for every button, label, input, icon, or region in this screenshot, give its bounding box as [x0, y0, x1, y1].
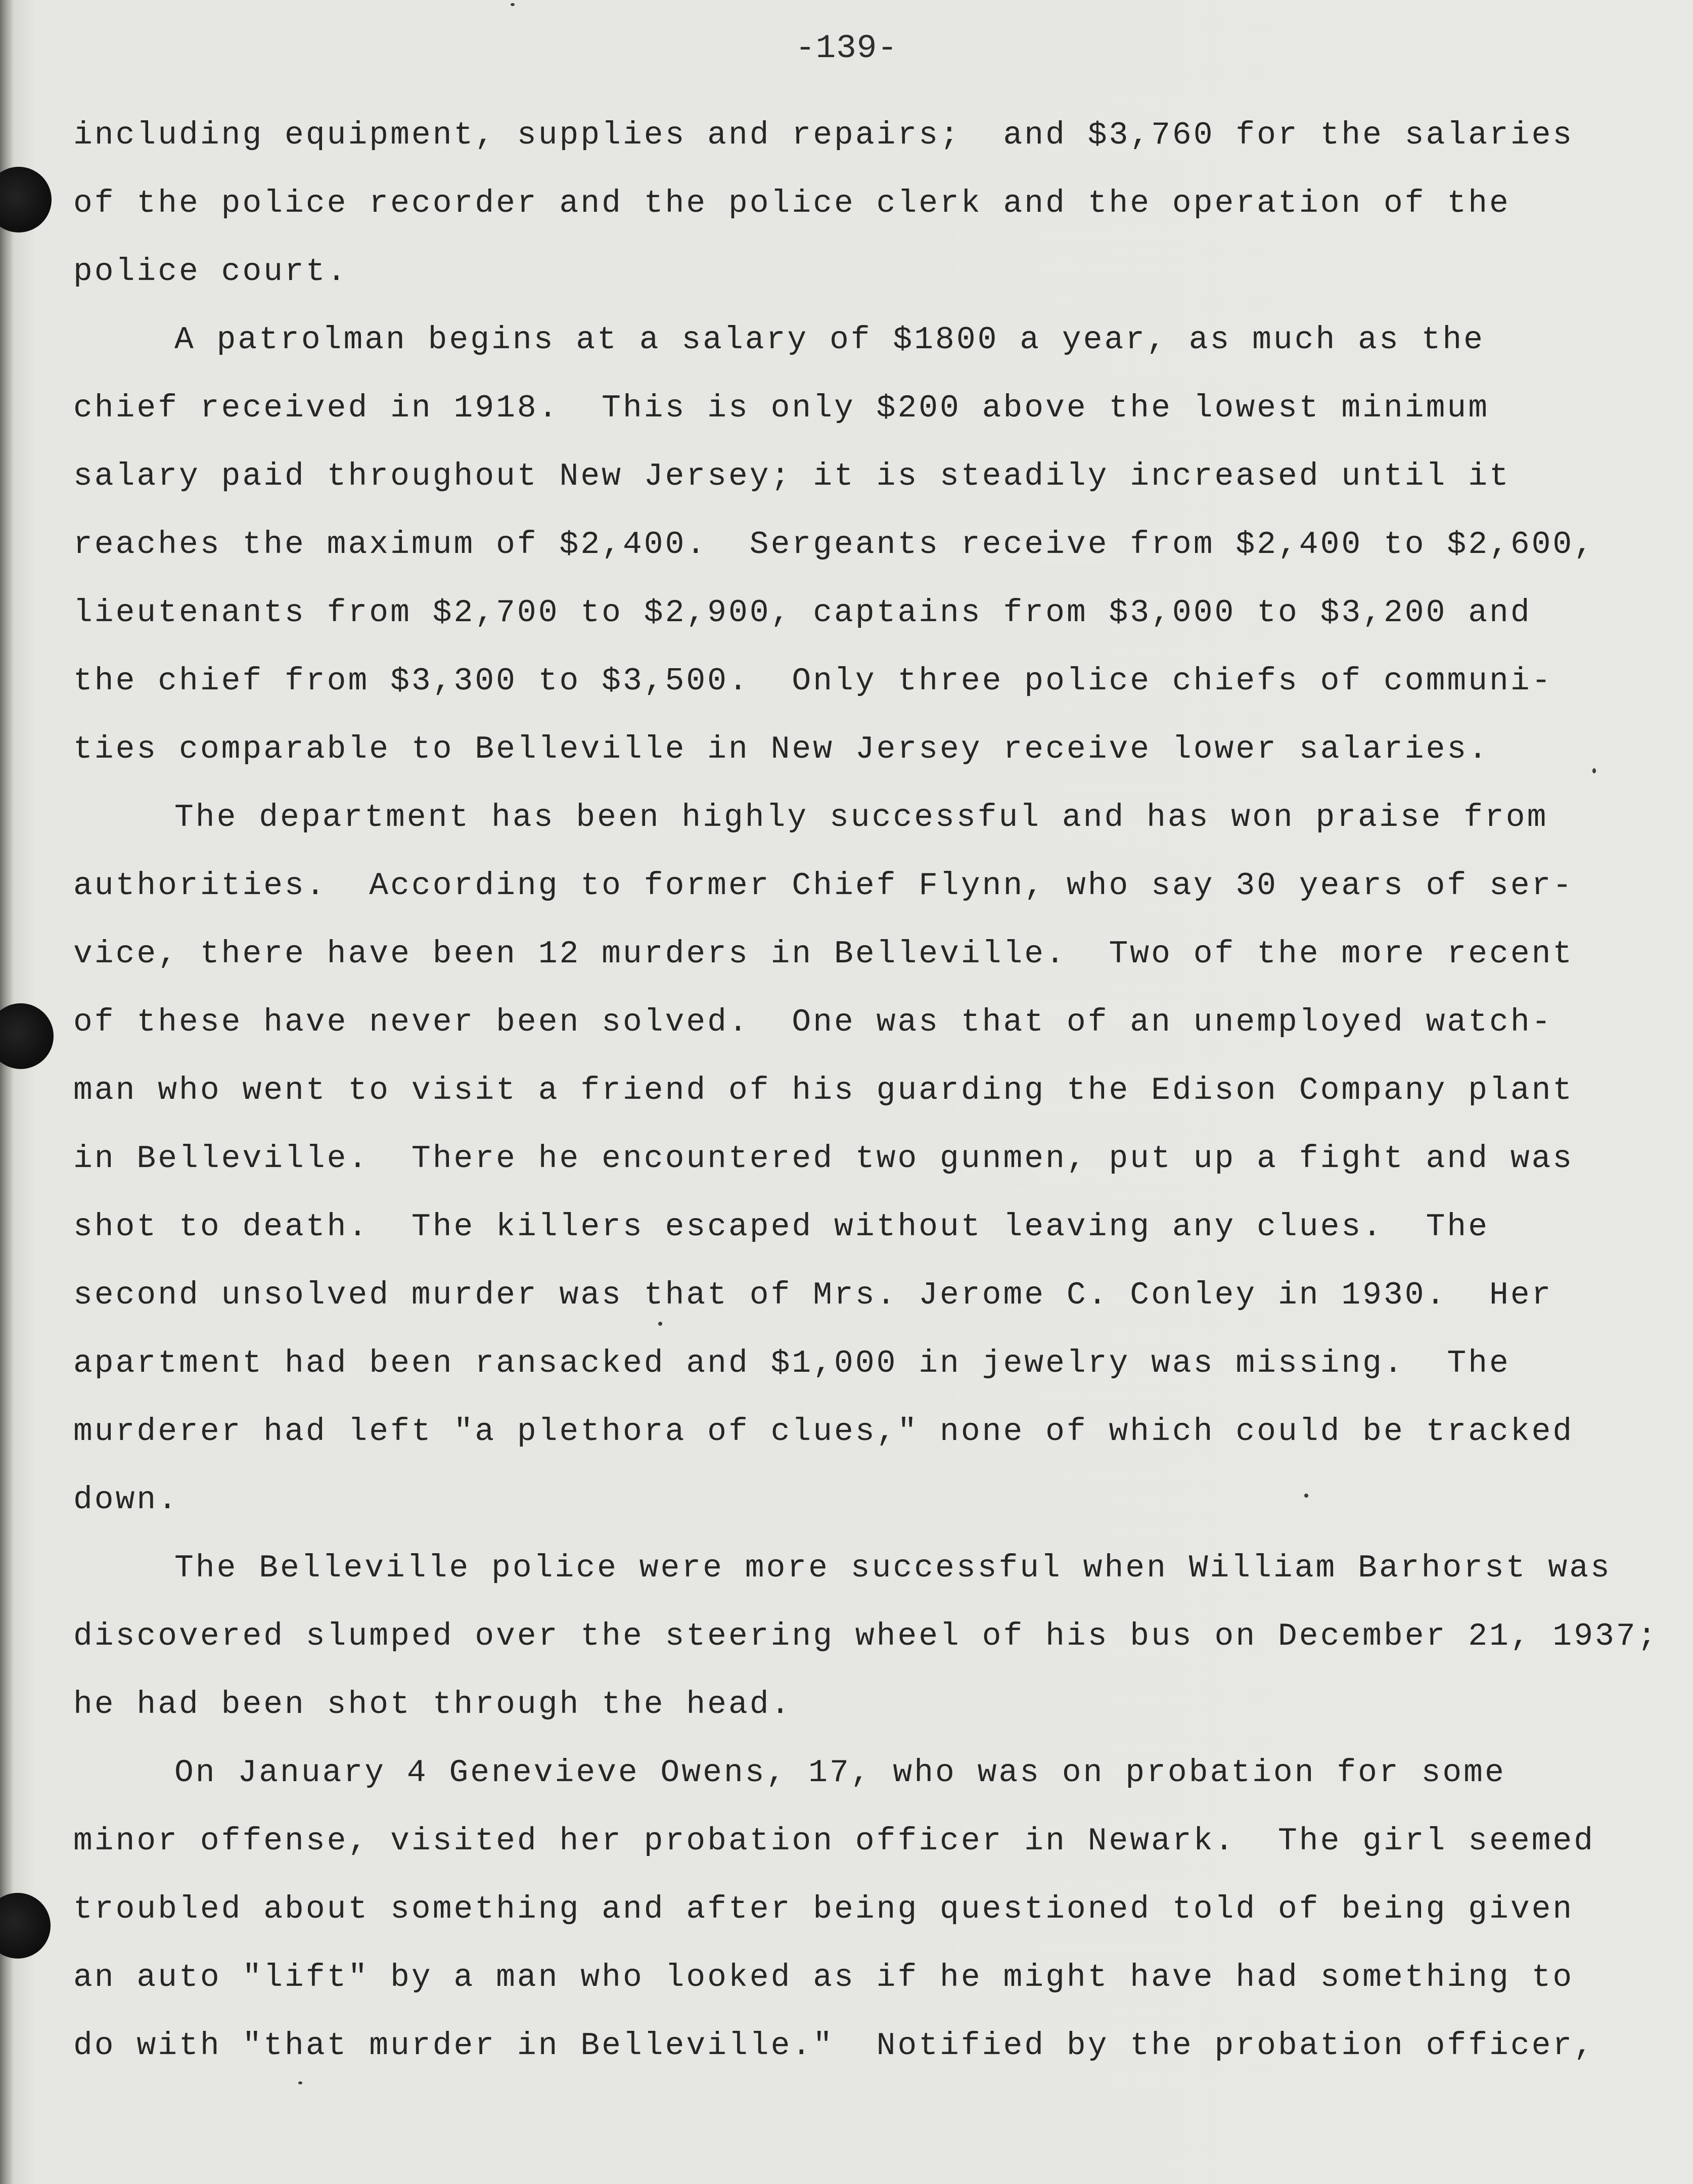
binder-hole-bottom — [0, 1893, 51, 1959]
text-line: the chief from $3,300 to $3,500. Only three police chiefs of communi- — [73, 663, 1553, 699]
text-line: apartment had been ransacked and $1,000 in jewelry was missing. The — [73, 1345, 1511, 1381]
text-line: down. — [73, 1482, 179, 1518]
paragraph-5 — [73, 1739, 1620, 2080]
text-line: authorities. According to former Chief Flynn, who say 30 years of ser- — [73, 868, 1574, 904]
paragraph-1 — [73, 101, 1620, 306]
text-line: discovered slumped over the steering wheel of his bus on December 21, 1937; — [73, 1618, 1659, 1654]
text-line: On January 4 Genevieve Owens, 17, who was on probation for some — [174, 1755, 1506, 1791]
paragraph-3 — [73, 783, 1620, 1534]
paper-speck — [511, 3, 515, 6]
text-line: police court. — [73, 254, 348, 290]
page-number: -139- — [795, 29, 898, 67]
text-line: he had been shot through the head. — [73, 1687, 792, 1723]
text-line: The Belleville police were more successful when William Barhorst was — [174, 1550, 1612, 1586]
text-line: minor offense, visited her probation officer in Newark. The girl seemed — [73, 1823, 1595, 1859]
text-line: murderer had left "a plethora of clues," none of which could be tracked — [73, 1414, 1574, 1450]
text-line: in Belleville. There he encountered two gunmen, put up a fight and was — [73, 1141, 1574, 1177]
paper-speck — [298, 2081, 302, 2084]
text-line: A patrolman begins at a salary of $1800 a year, as much as the — [174, 322, 1485, 358]
text-line: lieutenants from $2,700 to $2,900, captains from $3,000 to $3,200 and — [73, 595, 1532, 631]
text-line: troubled about something and after being questioned told of being given — [73, 1891, 1574, 1927]
text-line: including equipment, supplies and repairs; and $3,760 for the salaries — [73, 117, 1574, 153]
text-line: man who went to visit a friend of his guarding the Edison Company plant — [73, 1073, 1574, 1108]
binder-hole-middle — [0, 1003, 54, 1069]
paragraph-4 — [73, 1534, 1659, 1739]
text-line: vice, there have been 12 murders in Belleville. Two of the more recent — [73, 936, 1574, 972]
text-line: do with "that murder in Belleville." Notified by the probation officer, — [73, 2028, 1595, 2064]
binder-hole-top — [0, 167, 52, 233]
text-line: an auto "lift" by a man who looked as if he might have had something to — [73, 1960, 1574, 1995]
text-line: second unsolved murder was that of Mrs. Jerome C. Conley in 1930. Her — [73, 1277, 1553, 1313]
text-line: ties comparable to Belleville in New Jersey receive lower salaries. — [73, 731, 1490, 767]
paragraph-2 — [73, 306, 1620, 783]
text-line: The department has been highly successful and has won praise from — [174, 800, 1548, 835]
text-line: of these have never been solved. One was that of an unemployed watch- — [73, 1004, 1553, 1040]
text-line: salary paid throughout New Jersey; it is steadily increased until it — [73, 458, 1511, 494]
scan-edge-shadow — [0, 0, 13, 2184]
body-text — [73, 101, 1659, 2080]
text-line: of the police recorder and the police clerk and the operation of the — [73, 185, 1511, 221]
text-line: chief received in 1918. This is only $200 above the lowest minimum — [73, 390, 1490, 426]
text-line: shot to death. The killers escaped without leaving any clues. The — [73, 1209, 1490, 1245]
text-line: reaches the maximum of $2,400. Sergeants receive from $2,400 to $2,600, — [73, 527, 1595, 563]
